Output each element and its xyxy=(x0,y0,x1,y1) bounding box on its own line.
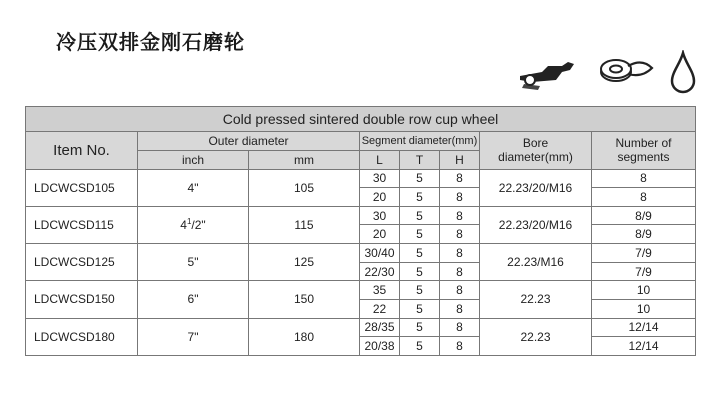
t-value: 5 xyxy=(400,225,440,244)
t-value: 5 xyxy=(400,262,440,281)
table-row xyxy=(26,206,696,225)
table-row xyxy=(26,318,696,337)
item-number: LDCWCSD180 xyxy=(26,318,138,355)
bore-value: 22.23/20/M16 xyxy=(480,206,592,243)
header-segment-diameter: Segment diameter(mm) xyxy=(360,132,480,151)
segments-value: 10 xyxy=(592,299,696,318)
l-value: 22 xyxy=(360,299,400,318)
header-bore-line1: Bore xyxy=(522,136,549,151)
l-value: 20/38 xyxy=(360,337,400,356)
inch-value: 4" xyxy=(138,169,249,206)
t-value: 5 xyxy=(400,281,440,300)
t-value: 5 xyxy=(400,244,440,263)
h-value: 8 xyxy=(440,244,480,263)
item-number: LDCWCSD150 xyxy=(26,281,138,318)
table-row xyxy=(26,169,696,188)
bore-value: 22.23/20/M16 xyxy=(480,169,592,206)
inch-whole: 4 xyxy=(180,218,187,233)
h-value: 8 xyxy=(440,299,480,318)
table-row xyxy=(26,244,696,263)
header-item-no: Item No. xyxy=(26,132,138,169)
h-value: 8 xyxy=(440,262,480,281)
h-value: 8 xyxy=(440,206,480,225)
header-bore-diameter xyxy=(480,132,592,169)
segments-value: 12/14 xyxy=(592,337,696,356)
header-t: T xyxy=(400,150,440,169)
segments-value: 8/9 xyxy=(592,206,696,225)
t-value: 5 xyxy=(400,206,440,225)
h-value: 8 xyxy=(440,337,480,356)
header-segments-line1: Number of xyxy=(615,136,672,151)
segments-value: 10 xyxy=(592,281,696,300)
inch-value: 6" xyxy=(138,281,249,318)
item-number: LDCWCSD105 xyxy=(26,169,138,206)
table-caption: Cold pressed sintered double row cup wheel xyxy=(26,107,696,132)
water-drop-icon xyxy=(668,50,698,96)
header-h: H xyxy=(440,150,480,169)
h-value: 8 xyxy=(440,169,480,188)
bore-value: 22.23 xyxy=(480,281,592,318)
mm-value: 105 xyxy=(249,169,360,206)
segments-value: 12/14 xyxy=(592,318,696,337)
header-bore-line2: diameter(mm) xyxy=(498,150,573,165)
t-value: 5 xyxy=(400,188,440,207)
inch-value: 7" xyxy=(138,318,249,355)
application-icons xyxy=(518,50,698,96)
angle-grinder-icon xyxy=(518,50,576,92)
header-outer-diameter: Outer diameter xyxy=(138,132,360,151)
mm-value: 180 xyxy=(249,318,360,355)
segments-value: 7/9 xyxy=(592,262,696,281)
h-value: 8 xyxy=(440,318,480,337)
segments-value: 7/9 xyxy=(592,244,696,263)
inch-fraction-numerator: 1 xyxy=(186,217,192,227)
segments-value: 8 xyxy=(592,188,696,207)
l-value: 30/40 xyxy=(360,244,400,263)
h-value: 8 xyxy=(440,225,480,244)
bore-value: 22.23 xyxy=(480,318,592,355)
table-row xyxy=(26,281,696,300)
inch-value xyxy=(138,206,249,243)
t-value: 5 xyxy=(400,337,440,356)
t-value: 5 xyxy=(400,318,440,337)
mm-value: 115 xyxy=(249,206,360,243)
t-value: 5 xyxy=(400,169,440,188)
h-value: 8 xyxy=(440,188,480,207)
header-segments-line2: segments xyxy=(617,150,670,165)
l-value: 20 xyxy=(360,188,400,207)
mm-value: 125 xyxy=(249,244,360,281)
page-title: 冷压双排金刚石磨轮 xyxy=(56,30,245,54)
header-l: L xyxy=(360,150,400,169)
h-value: 8 xyxy=(440,281,480,300)
cup-wheel-icon xyxy=(598,50,656,92)
inch-value: 5" xyxy=(138,244,249,281)
inch-fraction-rest: /2" xyxy=(191,218,206,233)
header-number-of-segments xyxy=(592,132,696,169)
header-inch: inch xyxy=(138,150,249,169)
l-value: 22/30 xyxy=(360,262,400,281)
segments-value: 8 xyxy=(592,169,696,188)
mm-value: 150 xyxy=(249,281,360,318)
l-value: 35 xyxy=(360,281,400,300)
l-value: 30 xyxy=(360,206,400,225)
item-number: LDCWCSD115 xyxy=(26,206,138,243)
bore-value: 22.23/M16 xyxy=(480,244,592,281)
specification-table xyxy=(25,106,696,356)
item-number: LDCWCSD125 xyxy=(26,244,138,281)
l-value: 28/35 xyxy=(360,318,400,337)
segments-value: 8/9 xyxy=(592,225,696,244)
t-value: 5 xyxy=(400,299,440,318)
l-value: 20 xyxy=(360,225,400,244)
l-value: 30 xyxy=(360,169,400,188)
header-mm: mm xyxy=(249,150,360,169)
